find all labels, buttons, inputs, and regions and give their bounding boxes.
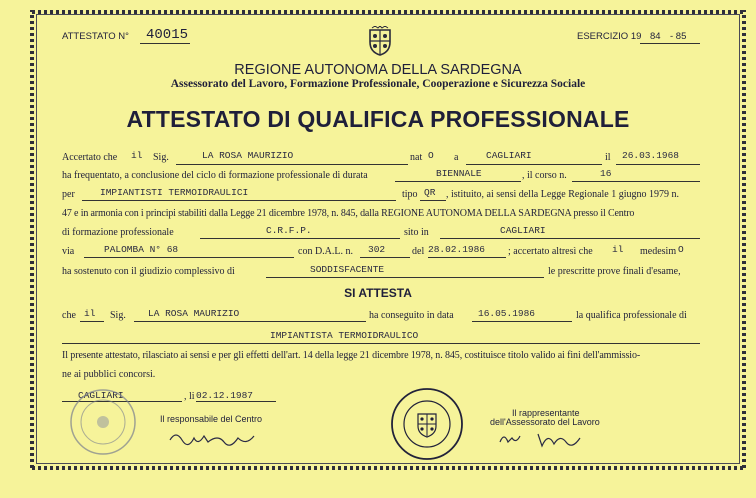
text-a: a (454, 152, 459, 163)
center-stamp-icon (60, 384, 146, 456)
text-nat: nat (410, 152, 423, 163)
attestato-number: 40015 (146, 27, 189, 43)
field-course-name: IMPIANTISTI TERMOIDRAULICI (100, 187, 249, 198)
text-sig-2: Sig. (110, 310, 126, 321)
field-medesim-suffix: O (678, 244, 684, 255)
text-frequentato: ha frequentato, a conclusione del ciclo di formazione professionale di durata (62, 170, 368, 181)
field-birth-date: 26.03.1968 (622, 150, 680, 161)
field-center-city: CAGLIARI (500, 225, 546, 236)
text-concorsi: ne ai pubblici concorsi. (62, 369, 156, 380)
text-per: per (62, 189, 75, 200)
field-dal-date: 28.02.1986 (428, 244, 486, 255)
right-signature-label-1: Il rappresentante (512, 408, 580, 418)
field-duration: BIENNALE (436, 168, 482, 179)
esercizio-end: - 85 (670, 31, 687, 42)
field-course-type: QR (424, 187, 436, 198)
right-signature-label-2: dell'Assessorato del Lavoro (490, 417, 600, 427)
field-il: il (131, 150, 143, 161)
field-il-3: il (84, 308, 96, 319)
field-nat-suffix: O (428, 150, 434, 161)
text-sig: Sig. (153, 152, 169, 163)
text-medesim: medesim (640, 246, 677, 257)
field-holder-name: LA ROSA MAURIZIO (202, 150, 294, 161)
text-del: del (412, 246, 425, 257)
text-tipo: tipo (402, 189, 418, 200)
text-accertato: Accertato che (62, 152, 118, 163)
field-il-2: il (612, 244, 624, 255)
right-signature (498, 428, 598, 450)
esercizio-label: ESERCIZIO 19 (577, 31, 642, 42)
text-dal: con D.A.L. n. (298, 246, 353, 257)
department-name: Assessorato del Lavoro, Formazione Professionale, Cooperazione e Sicurezza Sociale (170, 78, 586, 90)
field-center: C.R.F.P. (266, 225, 312, 236)
text-li: , li (184, 391, 195, 402)
text-istituito: , istituito, ai sensi della Legge Regionale 1 giugno 1979 n. (446, 189, 680, 200)
left-signature-label: Il responsabile del Centro (160, 414, 263, 424)
field-grade: SODDISFACENTE (310, 264, 385, 275)
text-che: che (62, 310, 76, 321)
text-giudizio: ha sostenuto con il giudizio complessivo di (62, 266, 235, 277)
field-course-number: 16 (600, 168, 612, 179)
field-dal-number: 302 (368, 244, 386, 255)
field-issue-place: CAGLIARI (78, 390, 124, 401)
field-qualification-date: 16.05.1986 (478, 308, 536, 319)
region-name: REGIONE AUTONOMA DELLA SARDEGNA (234, 62, 522, 78)
bottom-border (32, 466, 744, 470)
text-via: via (62, 246, 75, 257)
text-sito: sito in (404, 227, 429, 238)
official-seal-icon (387, 386, 467, 462)
si-attesta-heading: SI ATTESTA (344, 286, 412, 300)
field-issue-date: 02.12.1987 (196, 390, 254, 401)
field-street: PALOMBA N° 68 (104, 244, 179, 255)
text-accertato-altresi: ; accertato altresì che (508, 246, 593, 257)
esercizio-year: 84 (650, 31, 661, 42)
text-centro: di formazione professionale (62, 227, 174, 238)
field-birth-city: CAGLIARI (486, 150, 532, 161)
text-conseguito: ha conseguito in data (369, 310, 454, 321)
document-title: ATTESTATO DI QUALIFICA PROFESSIONALE (126, 106, 630, 132)
field-holder-name-2: LA ROSA MAURIZIO (148, 308, 240, 319)
text-legge: 47 e in armonia con i principi stabiliti dalla Legge 21 dicembre 1978, n. 845, dalla REGIONE AUTONOMA DELLA SARDEGNA presso il Centro (62, 208, 635, 219)
text-il: il (605, 152, 611, 163)
left-signature (168, 428, 268, 450)
text-qualifica: la qualifica professionale di (576, 310, 687, 321)
text-presente-attestato: Il presente attestato, rilasciato ai sensi e per gli effetti dell'art. 14 della legge 21 dicembre 1978, n. 845, costituisce titolo valido ai fini dell'ammissio- (62, 350, 641, 361)
text-prove: le prescritte prove finali d'esame, (548, 266, 681, 277)
field-qualification: IMPIANTISTA TERMOIDRAULICO (270, 330, 419, 341)
text-corso: , il corso n. (522, 170, 567, 181)
coat-of-arms-icon (366, 26, 394, 56)
attestato-label: ATTESTATO N° (62, 31, 129, 42)
